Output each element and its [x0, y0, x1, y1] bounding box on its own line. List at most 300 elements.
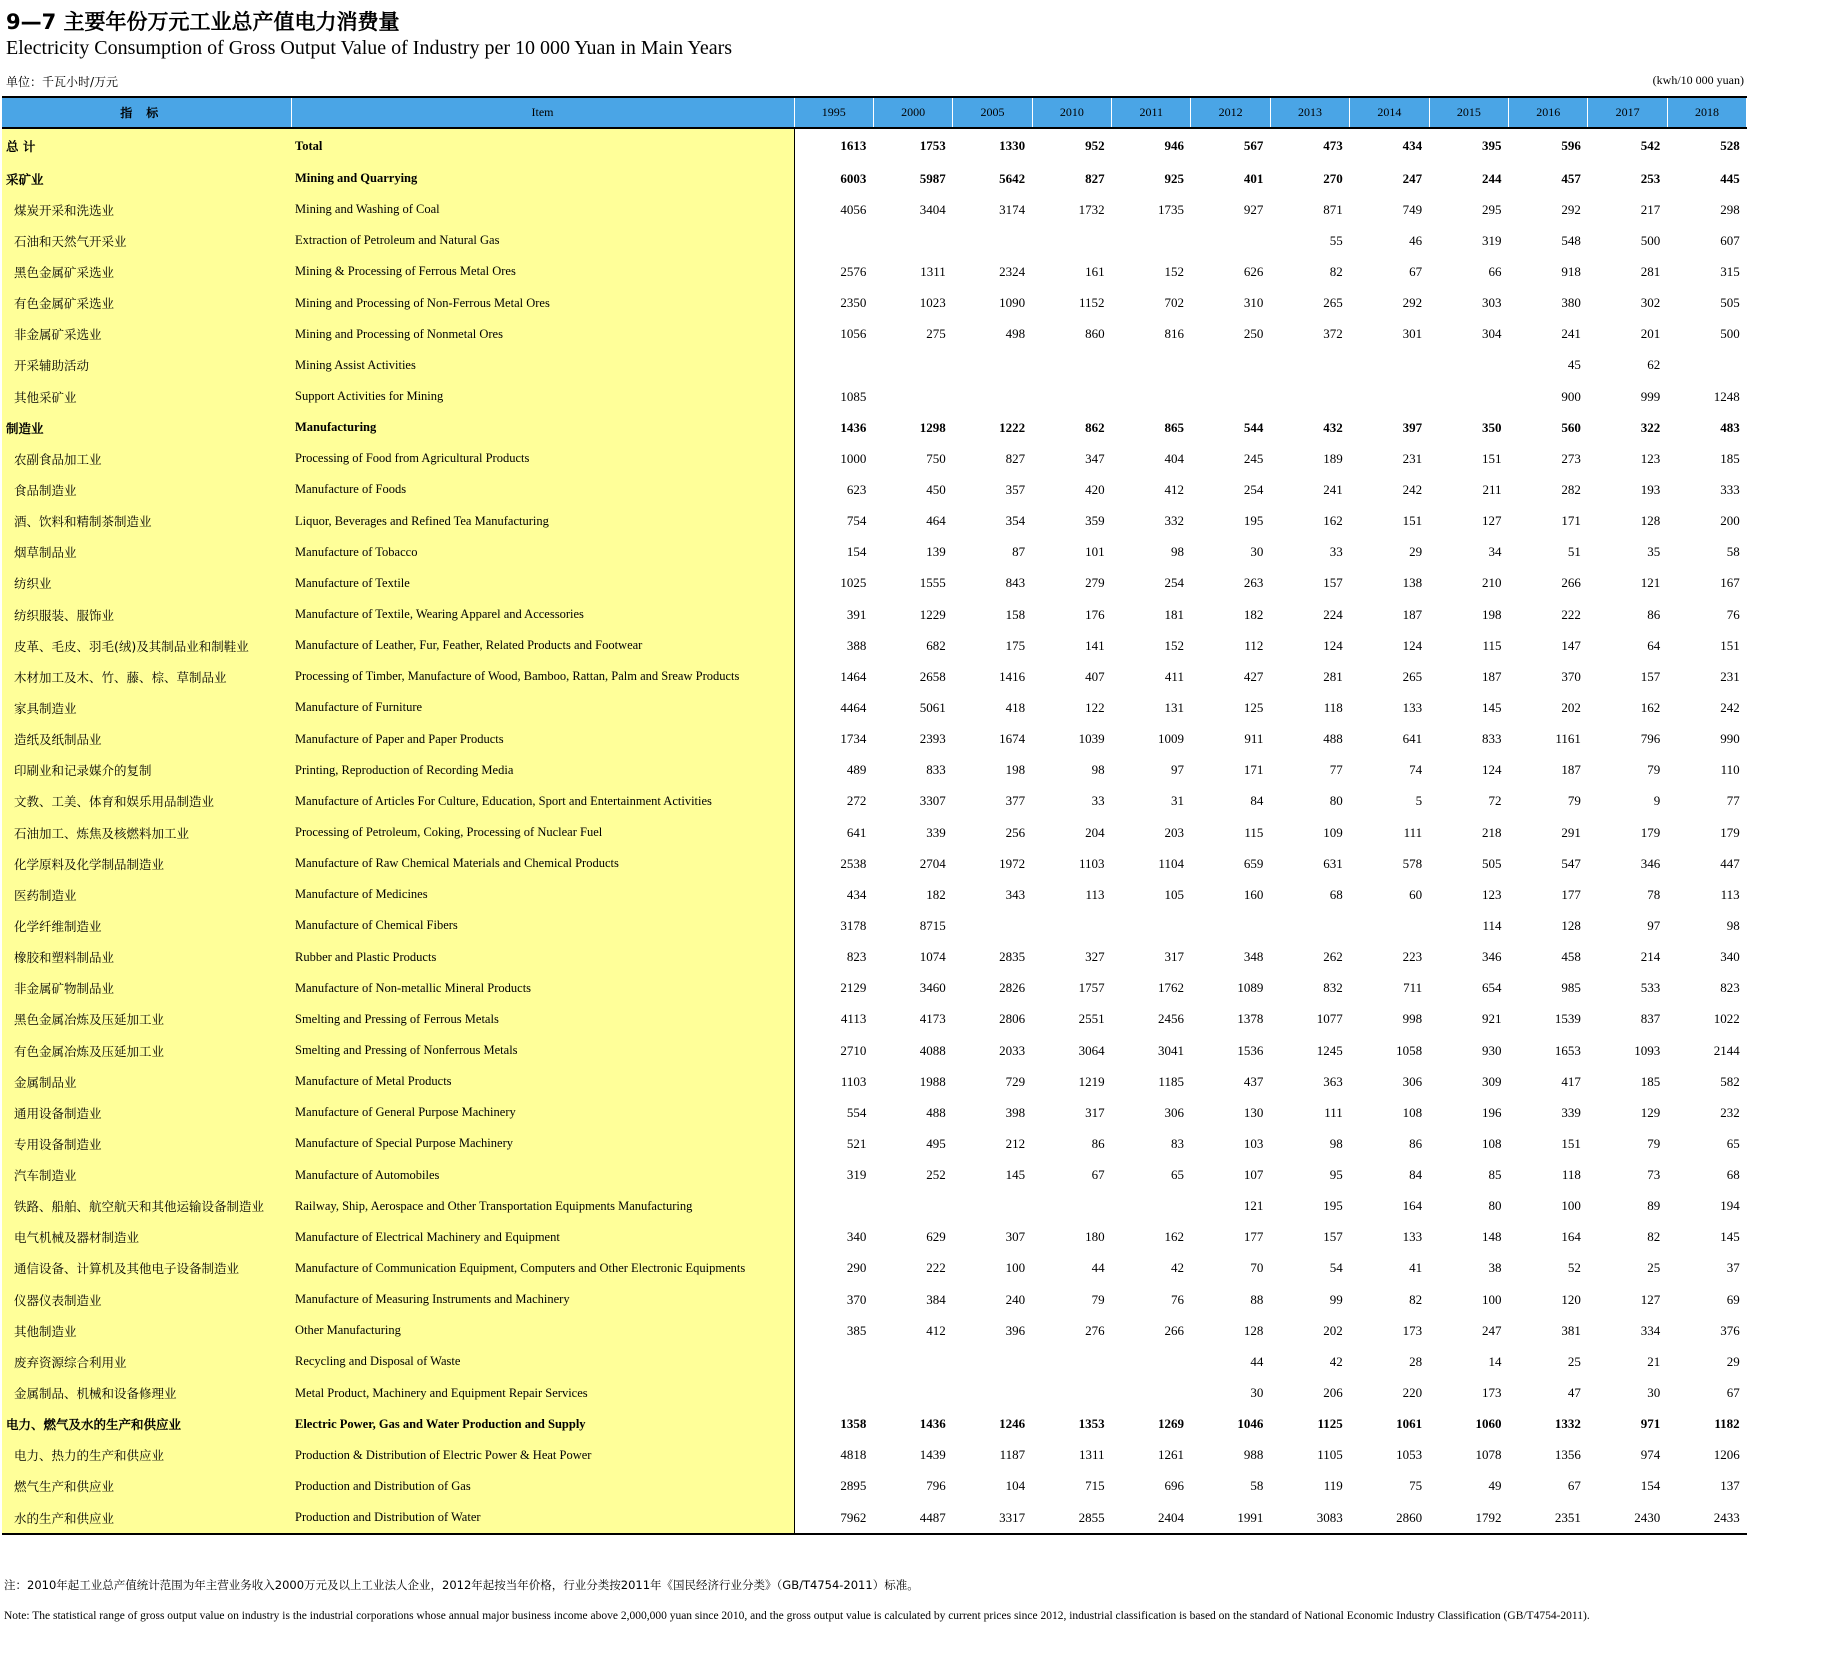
value-cell: 418 — [1005, 699, 1026, 715]
row-label-cn: 食品制造业 — [2, 474, 291, 505]
value-cell: 194 — [1720, 1198, 1740, 1214]
value-cell: 495 — [926, 1135, 946, 1151]
value-cell: 95 — [1329, 1167, 1343, 1183]
value-cell: 224 — [1323, 606, 1343, 622]
value-cell: 306 — [1164, 1104, 1184, 1120]
row-label-cn: 废弃资源综合利用业 — [2, 1346, 291, 1377]
value-cell: 99 — [1329, 1291, 1343, 1307]
value-cell: 44 — [1250, 1353, 1264, 1369]
value-cell: 295 — [1482, 201, 1502, 217]
value-cell: 127 — [1640, 1291, 1661, 1307]
value-cell: 84 — [1409, 1167, 1423, 1183]
value-cell: 1074 — [919, 949, 946, 965]
row-label-cn: 烟草制品业 — [2, 537, 291, 568]
value-cell: 3041 — [1157, 1042, 1184, 1058]
value-cell: 54 — [1329, 1260, 1343, 1276]
value-cell: 1298 — [919, 419, 946, 435]
header-year: 2010 — [1032, 97, 1111, 128]
row-label-en: Manufacture of General Purpose Machinery — [291, 1097, 794, 1128]
row-label-en: Total — [291, 128, 794, 163]
value-cell: 74 — [1409, 762, 1423, 778]
value-cell: 376 — [1720, 1322, 1740, 1338]
table-row — [2, 412, 1747, 443]
value-cell: 256 — [1005, 824, 1026, 840]
value-cell: 391 — [846, 606, 867, 622]
value-cell — [953, 350, 1032, 381]
value-cell: 37 — [1726, 1260, 1740, 1276]
header-year: 2013 — [1270, 97, 1349, 128]
value-cell: 51 — [1567, 544, 1581, 560]
row-label-en: Recycling and Disposal of Waste — [291, 1346, 794, 1377]
value-cell: 623 — [846, 481, 867, 497]
value-cell: 483 — [1720, 419, 1740, 435]
value-cell — [1429, 350, 1508, 381]
value-cell: 2704 — [919, 855, 946, 871]
value-cell: 988 — [1243, 1447, 1264, 1463]
value-cell: 124 — [1402, 637, 1423, 653]
value-cell: 4113 — [840, 1011, 867, 1027]
row-label-en: Manufacture of Non-metallic Mineral Products — [291, 973, 794, 1004]
value-cell: 2551 — [1078, 1011, 1105, 1027]
value-cell: 1206 — [1713, 1447, 1740, 1463]
row-label-en: Production & Distribution of Electric Power & Heat Power — [291, 1440, 794, 1471]
value-cell: 971 — [1640, 1416, 1661, 1432]
row-label-cn: 石油和天然气开采业 — [2, 225, 291, 256]
value-cell: 195 — [1243, 513, 1264, 529]
value-cell: 1378 — [1237, 1011, 1264, 1027]
value-cell: 128 — [1640, 513, 1661, 529]
value-cell: 204 — [1085, 824, 1105, 840]
value-cell: 42 — [1170, 1260, 1184, 1276]
row-label-cn: 印刷业和记录媒介的复制 — [2, 755, 291, 786]
value-cell: 319 — [1482, 232, 1502, 248]
value-cell: 266 — [1561, 575, 1581, 591]
value-cell — [953, 910, 1032, 941]
value-cell: 82 — [1409, 1291, 1423, 1307]
value-cell: 128 — [1243, 1322, 1264, 1338]
row-label-cn: 专用设备制造业 — [2, 1128, 291, 1159]
value-cell: 247 — [1402, 170, 1423, 186]
row-label-en: Manufacture of Automobiles — [291, 1160, 794, 1191]
value-cell: 1093 — [1634, 1042, 1661, 1058]
value-cell: 596 — [1561, 138, 1581, 153]
row-label-en: Mining and Processing of Non-Ferrous Metal Ores — [291, 288, 794, 319]
row-label-en: Manufacture of Chemical Fibers — [291, 910, 794, 941]
value-cell: 1058 — [1396, 1042, 1423, 1058]
value-cell: 175 — [1005, 637, 1026, 653]
value-cell: 370 — [1561, 668, 1581, 684]
value-cell: 1972 — [999, 855, 1026, 871]
value-cell: 128 — [1561, 917, 1581, 933]
table-row — [2, 724, 1747, 755]
header-year: 2017 — [1588, 97, 1667, 128]
value-cell: 25 — [1647, 1260, 1661, 1276]
value-cell: 45 — [1567, 357, 1581, 373]
row-label-cn: 仪器仪表制造业 — [2, 1284, 291, 1315]
table-row — [2, 319, 1747, 350]
value-cell: 187 — [1561, 762, 1581, 778]
value-cell: 108 — [1402, 1104, 1423, 1120]
value-cell: 4173 — [919, 1011, 946, 1027]
value-cell: 412 — [926, 1322, 946, 1338]
value-cell: 2826 — [999, 980, 1026, 996]
table-header-row — [2, 97, 1747, 128]
value-cell: 86 — [1647, 606, 1661, 622]
table-row — [2, 225, 1747, 256]
value-cell: 87 — [1012, 544, 1026, 560]
value-cell: 119 — [1323, 1478, 1343, 1494]
value-cell: 254 — [1164, 575, 1184, 591]
value-cell: 505 — [1482, 855, 1502, 871]
value-cell: 70 — [1250, 1260, 1264, 1276]
value-cell: 33 — [1329, 544, 1343, 560]
value-cell: 3404 — [919, 201, 946, 217]
value-cell: 14 — [1488, 1353, 1502, 1369]
row-label-en: Production and Distribution of Water — [291, 1502, 794, 1534]
value-cell: 1053 — [1396, 1447, 1423, 1463]
value-cell: 999 — [1640, 388, 1661, 404]
row-label-cn: 造纸及纸制品业 — [2, 724, 291, 755]
value-cell: 195 — [1323, 1198, 1343, 1214]
value-cell: 457 — [1561, 170, 1581, 186]
value-cell: 231 — [1402, 450, 1423, 466]
row-label-cn: 化学纤维制造业 — [2, 910, 291, 941]
row-label-en: Printing, Reproduction of Recording Media — [291, 755, 794, 786]
value-cell: 49 — [1488, 1478, 1502, 1494]
value-cell: 29 — [1726, 1353, 1740, 1369]
value-cell: 8715 — [919, 917, 946, 933]
value-cell: 152 — [1164, 263, 1184, 279]
value-cell: 1757 — [1078, 980, 1105, 996]
value-cell: 162 — [1164, 1229, 1184, 1245]
value-cell: 521 — [846, 1135, 867, 1151]
value-cell: 377 — [1005, 793, 1026, 809]
value-cell: 157 — [1323, 1229, 1343, 1245]
value-cell: 41 — [1409, 1260, 1423, 1276]
value-cell: 97 — [1170, 762, 1184, 778]
value-cell: 5 — [1415, 793, 1423, 809]
value-cell: 837 — [1640, 1011, 1661, 1027]
table-row — [2, 1160, 1747, 1191]
value-cell: 1734 — [840, 731, 867, 747]
value-cell: 282 — [1561, 481, 1581, 497]
value-cell: 129 — [1640, 1104, 1661, 1120]
value-cell: 729 — [1005, 1073, 1026, 1089]
value-cell: 185 — [1640, 1073, 1661, 1089]
header-year: 2016 — [1509, 97, 1588, 128]
value-cell — [794, 1377, 873, 1408]
value-cell: 145 — [1720, 1229, 1740, 1245]
value-cell: 339 — [926, 824, 946, 840]
value-cell: 641 — [1402, 731, 1423, 747]
value-cell: 160 — [1243, 886, 1264, 902]
value-cell: 130 — [1243, 1104, 1264, 1120]
value-cell: 118 — [1323, 699, 1343, 715]
value-cell: 98 — [1329, 1135, 1343, 1151]
header-item: Item — [291, 97, 794, 128]
value-cell: 97 — [1647, 917, 1661, 933]
value-cell: 363 — [1323, 1073, 1343, 1089]
value-cell: 578 — [1402, 855, 1423, 871]
value-cell: 279 — [1085, 575, 1105, 591]
value-cell: 131 — [1164, 699, 1184, 715]
value-cell: 990 — [1720, 731, 1740, 747]
value-cell: 281 — [1640, 263, 1661, 279]
value-cell: 2324 — [999, 263, 1026, 279]
value-cell — [1032, 1191, 1111, 1222]
row-label-cn: 有色金属冶炼及压延加工业 — [2, 1035, 291, 1066]
value-cell: 832 — [1323, 980, 1343, 996]
value-cell — [953, 225, 1032, 256]
value-cell: 4464 — [840, 699, 867, 715]
value-cell: 171 — [1561, 513, 1581, 529]
value-cell: 1078 — [1475, 1447, 1502, 1463]
row-label-cn: 通用设备制造业 — [2, 1097, 291, 1128]
value-cell — [1112, 381, 1191, 412]
value-cell: 2806 — [999, 1011, 1026, 1027]
value-cell: 542 — [1640, 138, 1661, 153]
value-cell: 1261 — [1157, 1447, 1184, 1463]
value-cell: 68 — [1329, 886, 1343, 902]
row-label-cn: 皮革、毛皮、羽毛(绒)及其制品业和制鞋业 — [2, 630, 291, 661]
value-cell: 89 — [1647, 1198, 1661, 1214]
value-cell: 1060 — [1475, 1416, 1502, 1432]
value-cell: 381 — [1561, 1322, 1581, 1338]
header-year: 2012 — [1191, 97, 1270, 128]
row-label-en: Liquor, Beverages and Refined Tea Manufacturing — [291, 506, 794, 537]
value-cell: 343 — [1005, 886, 1026, 902]
value-cell: 1248 — [1713, 388, 1740, 404]
value-cell: 334 — [1640, 1322, 1661, 1338]
row-label-en: Railway, Ship, Aerospace and Other Transportation Equipments Manufacturing — [291, 1191, 794, 1222]
row-label-cn: 采矿业 — [2, 163, 291, 194]
value-cell: 161 — [1085, 263, 1105, 279]
value-cell: 138 — [1402, 575, 1423, 591]
header-year: 2011 — [1112, 97, 1191, 128]
value-cell: 263 — [1243, 575, 1264, 591]
value-cell: 1103 — [1079, 855, 1105, 871]
value-cell: 189 — [1323, 450, 1343, 466]
value-cell: 115 — [1244, 824, 1264, 840]
value-cell: 918 — [1561, 263, 1581, 279]
value-cell: 1353 — [1078, 1416, 1105, 1432]
value-cell: 34 — [1488, 544, 1502, 560]
value-cell — [873, 1191, 952, 1222]
value-cell: 1246 — [999, 1416, 1026, 1432]
row-label-cn: 纺织业 — [2, 568, 291, 599]
row-label-cn: 燃气生产和供应业 — [2, 1471, 291, 1502]
value-cell: 946 — [1164, 138, 1184, 153]
value-cell: 80 — [1329, 793, 1343, 809]
value-cell: 72 — [1488, 793, 1502, 809]
value-cell — [1270, 350, 1349, 381]
value-cell: 458 — [1561, 949, 1581, 965]
value-cell: 9 — [1653, 793, 1661, 809]
value-cell: 860 — [1085, 326, 1105, 342]
table-row — [2, 1191, 1747, 1222]
value-cell: 3307 — [919, 793, 946, 809]
value-cell: 998 — [1402, 1011, 1423, 1027]
row-label-en: Support Activities for Mining — [291, 381, 794, 412]
value-cell: 833 — [1482, 731, 1502, 747]
value-cell: 185 — [1720, 450, 1740, 466]
value-cell: 395 — [1482, 138, 1502, 153]
value-cell: 528 — [1720, 138, 1740, 153]
table-row — [2, 1128, 1747, 1159]
value-cell: 291 — [1561, 824, 1581, 840]
value-cell: 1023 — [919, 295, 946, 311]
value-cell: 823 — [1720, 980, 1740, 996]
value-cell: 133 — [1402, 1229, 1423, 1245]
value-cell: 1046 — [1237, 1416, 1264, 1432]
value-cell: 340 — [1720, 949, 1740, 965]
table-row — [2, 506, 1747, 537]
value-cell: 315 — [1720, 263, 1740, 279]
value-cell: 253 — [1640, 170, 1661, 186]
value-cell: 231 — [1720, 668, 1740, 684]
value-cell: 177 — [1243, 1229, 1264, 1245]
table-row — [2, 879, 1747, 910]
value-cell: 76 — [1726, 606, 1740, 622]
value-cell: 1000 — [840, 450, 867, 466]
value-cell: 250 — [1243, 326, 1264, 342]
value-cell: 930 — [1482, 1042, 1502, 1058]
value-cell: 145 — [1482, 699, 1502, 715]
value-cell: 1056 — [840, 326, 867, 342]
value-cell: 21 — [1647, 1353, 1661, 1369]
table-row — [2, 1471, 1747, 1502]
row-label-en: Mining and Processing of Nonmetal Ores — [291, 319, 794, 350]
row-label-cn: 非金属矿物制品业 — [2, 973, 291, 1004]
value-cell — [1191, 225, 1270, 256]
value-cell — [1112, 225, 1191, 256]
value-cell: 113 — [1085, 886, 1105, 902]
value-cell: 2538 — [840, 855, 867, 871]
value-cell: 2033 — [999, 1042, 1026, 1058]
value-cell: 1269 — [1157, 1416, 1184, 1432]
value-cell: 359 — [1085, 513, 1105, 529]
value-cell: 303 — [1482, 295, 1502, 311]
value-cell: 862 — [1085, 419, 1105, 435]
value-cell: 42 — [1329, 1353, 1343, 1369]
value-cell: 2860 — [1350, 1502, 1429, 1534]
table-row — [2, 1222, 1747, 1253]
value-cell: 252 — [926, 1167, 946, 1183]
value-cell: 28 — [1409, 1353, 1423, 1369]
value-cell: 488 — [1323, 731, 1343, 747]
value-cell: 505 — [1720, 295, 1740, 311]
value-cell: 310 — [1243, 295, 1264, 311]
value-cell: 1674 — [999, 731, 1026, 747]
value-cell: 198 — [1005, 762, 1026, 778]
table-row — [2, 163, 1747, 194]
value-cell: 404 — [1164, 450, 1184, 466]
value-cell: 196 — [1482, 1104, 1502, 1120]
value-cell: 83 — [1170, 1135, 1184, 1151]
value-cell: 88 — [1250, 1291, 1264, 1307]
value-cell: 141 — [1085, 637, 1105, 653]
row-label-cn: 黑色金属冶炼及压延加工业 — [2, 1004, 291, 1035]
value-cell: 554 — [846, 1104, 867, 1120]
value-cell: 833 — [926, 762, 946, 778]
value-cell: 1792 — [1429, 1502, 1508, 1534]
value-cell — [1429, 381, 1508, 412]
value-cell: 1089 — [1237, 980, 1264, 996]
row-label-en: Mining and Quarrying — [291, 163, 794, 194]
value-cell: 1436 — [919, 1416, 946, 1432]
value-cell: 292 — [1402, 295, 1423, 311]
value-cell — [953, 1377, 1032, 1408]
table-row — [2, 630, 1747, 661]
value-cell: 631 — [1323, 855, 1343, 871]
value-cell: 290 — [846, 1260, 867, 1276]
value-cell: 181 — [1164, 606, 1184, 622]
value-cell: 79 — [1091, 1291, 1105, 1307]
value-cell — [1350, 381, 1429, 412]
value-cell — [873, 1377, 952, 1408]
value-cell — [873, 225, 952, 256]
row-label-en: Manufacture of Measuring Instruments and Machinery — [291, 1284, 794, 1315]
value-cell: 210 — [1482, 575, 1502, 591]
value-cell: 420 — [1085, 481, 1105, 497]
value-cell: 843 — [1005, 575, 1026, 591]
value-cell: 222 — [1561, 606, 1581, 622]
value-cell: 162 — [1323, 513, 1343, 529]
value-cell: 30 — [1647, 1385, 1661, 1401]
value-cell: 1311 — [920, 263, 946, 279]
value-cell: 2351 — [1509, 1502, 1588, 1534]
value-cell: 1356 — [1554, 1447, 1581, 1463]
row-label-en: Mining & Processing of Ferrous Metal Ores — [291, 256, 794, 287]
value-cell: 2404 — [1112, 1502, 1191, 1534]
table-row — [2, 474, 1747, 505]
value-cell: 84 — [1250, 793, 1264, 809]
row-label-cn: 汽车制造业 — [2, 1160, 291, 1191]
value-cell — [873, 381, 952, 412]
value-cell: 301 — [1402, 326, 1423, 342]
value-cell: 193 — [1640, 481, 1661, 497]
value-cell: 317 — [1164, 949, 1184, 965]
header-year: 2018 — [1667, 97, 1746, 128]
row-label-cn: 化学原料及化学制品制造业 — [2, 848, 291, 879]
value-cell: 304 — [1482, 326, 1502, 342]
value-cell: 396 — [1005, 1322, 1026, 1338]
row-label-cn: 非金属矿采选业 — [2, 319, 291, 350]
value-cell: 489 — [846, 762, 867, 778]
value-cell: 385 — [846, 1322, 867, 1338]
value-cell: 3174 — [999, 201, 1026, 217]
value-cell: 58 — [1726, 544, 1740, 560]
value-cell: 567 — [1243, 138, 1264, 153]
table-row — [2, 1004, 1747, 1035]
row-label-cn: 酒、饮料和精制茶制造业 — [2, 506, 291, 537]
value-cell: 29 — [1409, 544, 1423, 560]
value-cell: 206 — [1323, 1385, 1343, 1401]
value-cell: 1439 — [919, 1447, 946, 1463]
value-cell: 4088 — [919, 1042, 946, 1058]
value-cell: 151 — [1482, 450, 1502, 466]
value-cell: 78 — [1647, 886, 1661, 902]
value-cell: 548 — [1561, 232, 1581, 248]
value-cell: 1009 — [1157, 731, 1184, 747]
value-cell: 104 — [1005, 1478, 1026, 1494]
value-cell: 203 — [1164, 824, 1184, 840]
row-label-cn: 有色金属矿采选业 — [2, 288, 291, 319]
value-cell: 33 — [1091, 793, 1105, 809]
table-row — [2, 942, 1747, 973]
row-label-en: Manufacturing — [291, 412, 794, 443]
value-cell: 1555 — [919, 575, 946, 591]
